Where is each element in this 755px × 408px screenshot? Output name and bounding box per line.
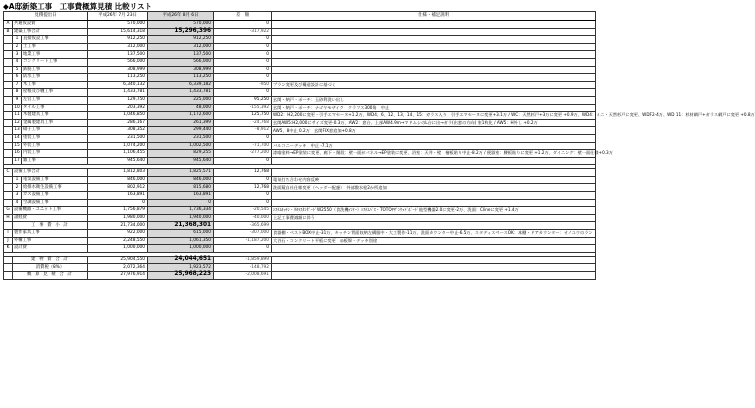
row-note: WD2：H2,200に変更・引手エマセーヌ+1.2万、WD4、6、12、13、14、15：ガラス入り 引手エマセーヌに変更+3.1万 / WC：天然杉戸+3万に変更 +0.9万、WD4：ミニ・天然杉戸に変更、WDF2-4万、WD 11：杉材網戸+ガラス網戸に変更 +0.8万 (273, 112, 755, 118)
row-label: 屋根及び樋工事 (22, 89, 88, 97)
value-date2: 163,891 (148, 192, 214, 200)
table-row (4, 28, 596, 36)
value-date2: 24,044,651 (148, 256, 214, 264)
value-date2: 225,000 (148, 96, 214, 104)
header-notes: 仕様・補足説明 (272, 12, 596, 21)
value-date1: 922,000 (88, 230, 148, 238)
row-code: K (4, 245, 13, 253)
value-date1: 945,640 (88, 157, 148, 165)
row-number: 12 (14, 119, 20, 125)
table-row (4, 89, 596, 97)
row-note (272, 134, 596, 142)
row-note (272, 58, 596, 66)
value-date2: 308,999 (148, 66, 214, 74)
row-code (4, 58, 13, 66)
value-diff: 0 (214, 58, 272, 66)
row-note: プラン変更及び構造設計に基づく (272, 81, 596, 89)
value-date2: 0 (148, 199, 214, 207)
value-date1: 25,904,550 (88, 256, 148, 264)
row-code (4, 81, 13, 89)
value-diff: 0 (214, 89, 272, 97)
value-date2: 21,368,301 (148, 222, 214, 230)
row-label: 内装工事 (22, 150, 88, 158)
row-label: 建築工事合計 (13, 28, 88, 36)
table-row (4, 81, 596, 89)
row-code (4, 89, 13, 97)
table-body (4, 21, 755, 280)
value-date1: 203,392 (88, 104, 148, 112)
value-date2: 1,002,500 (148, 142, 214, 150)
value-diff: -155,392 (214, 104, 272, 112)
value-date1: 231,500 (88, 134, 148, 142)
value-date1: 312,000 (88, 43, 148, 51)
value-date2: 945,640 (148, 157, 214, 165)
row-code (4, 134, 13, 142)
table-row (4, 256, 596, 264)
row-note (272, 222, 596, 230)
row-code (4, 272, 13, 280)
value-diff: 0 (214, 74, 272, 82)
value-date1: 1,756,879 (88, 207, 148, 215)
row-label: 塗装工事 (22, 134, 88, 142)
value-diff: 0 (214, 43, 272, 51)
row-code (4, 142, 13, 150)
value-diff: 0 (214, 66, 272, 74)
row-number: 4 (13, 58, 22, 66)
row-number: 6 (13, 74, 22, 82)
value-diff: 0 (214, 134, 272, 142)
row-note: 洗面鏡自社仕様変更（ヘッダー配慮） 外部散水栓2か所追加 (272, 184, 596, 192)
row-note (272, 28, 596, 36)
row-note: 上記工事費減額に伴う (272, 214, 596, 222)
row-note (272, 89, 596, 97)
estimate-comparison-table (3, 11, 755, 280)
row-number: 17 (14, 157, 20, 163)
value-date1: 163,891 (88, 192, 148, 200)
row-number: 15 (14, 142, 20, 148)
value-diff: -1,187,200 (214, 237, 272, 245)
row-label: 設備機器・ユニット工事 (13, 207, 88, 215)
value-date2: 815,680 (148, 184, 214, 192)
row-note (272, 21, 596, 29)
row-label: 鉄筋工事 (22, 66, 88, 74)
table-row (4, 134, 596, 142)
value-date1: 137,500 (88, 51, 148, 59)
value-date1: 1,433,781 (88, 89, 148, 97)
table-row (4, 214, 596, 222)
value-date1: 1,000,000 (88, 245, 148, 253)
value-diff: -24,768 (214, 119, 272, 127)
row-label: 給排水衛生設備工事 (22, 184, 88, 192)
value-diff: 125,750 (214, 112, 272, 120)
value-date1: 1,046,850 (88, 112, 148, 120)
value-date2: 1,433,781 (148, 89, 214, 97)
value-diff: -40,000 (214, 214, 272, 222)
value-date2: 6,339,182 (148, 81, 214, 89)
value-date2: 829,255 (148, 150, 214, 158)
row-label: 製作家具工事 (13, 230, 88, 238)
value-date1: 912,250 (88, 36, 148, 44)
value-date1: 566,000 (88, 58, 148, 66)
table-row (4, 112, 596, 120)
value-date1: 1,812,803 (88, 169, 148, 177)
table-row (4, 264, 596, 272)
row-code (4, 192, 13, 200)
table-row (4, 272, 596, 280)
value-date2: 137,500 (148, 51, 214, 59)
row-code (4, 66, 13, 74)
row-note (272, 245, 596, 253)
table-row (4, 104, 596, 112)
value-diff: 0 (214, 51, 272, 59)
value-diff: 12,768 (214, 184, 272, 192)
value-date1: 2,248,550 (88, 237, 148, 245)
row-note: バルコニーデッキ 中止 -7.1万 (272, 142, 596, 150)
row-label: 空調設備工事 (22, 199, 88, 207)
row-note (272, 199, 596, 207)
row-number: 2 (13, 184, 22, 192)
row-label: 工 事 費 小 計 (13, 222, 88, 230)
row-note: 玄関AW5:H2,000にサイズ変更-0.3万、AW2：窓台、上部AW4.9m→マドムシのL台に出→ガラ(出窓の方向) 室1枚化 / AW5：H外し +0.2万 (272, 119, 596, 127)
row-code (4, 43, 13, 51)
row-label: 木製建具工事 (22, 112, 88, 120)
table-row (4, 207, 596, 215)
row-code (4, 157, 13, 165)
value-diff: 0 (214, 176, 272, 184)
row-code: H (4, 214, 13, 222)
table-row (4, 169, 596, 177)
row-number: 11 (14, 112, 20, 118)
row-label: 外装工事 (22, 142, 88, 150)
row-note: ｼｽﾃﾑｷｯﾁﾝ・ﾀｶﾗｽﾀﾝﾀﾞｰﾄﾞW2550（食洗機ｲﾝﾅｰ）ｼｽﾃﾑﾊﾞｽ・TOTOｻｻﾞﾝｳｯﾄﾞﾎﾞｰﾄﾞ他型機器2.0に変更-2万、洗面：Clineに変更 +1.4万 (272, 207, 596, 215)
value-date1: 1,106,455 (88, 150, 148, 158)
row-label: 諸経費 (13, 214, 88, 222)
value-date1: 15,614,318 (88, 28, 148, 36)
value-date2: 312,000 (148, 43, 214, 51)
value-date1: 308,999 (88, 66, 148, 74)
row-label: 硝子工事 (22, 127, 88, 135)
header-row (4, 12, 596, 21)
row-label: 雑工事 (22, 157, 88, 165)
header-date1: 平成26年 7月 23日 (88, 12, 148, 21)
value-diff: -365,699 (214, 222, 272, 230)
value-diff: 95,250 (214, 96, 272, 104)
table-row (4, 51, 596, 59)
table-row (4, 142, 596, 150)
row-code (4, 51, 13, 59)
value-diff: 0 (214, 199, 272, 207)
row-label: 土工事 (22, 43, 88, 51)
value-date2: 1,061,350 (148, 237, 214, 245)
row-number: 2 (13, 43, 22, 51)
table-row (4, 230, 596, 238)
row-code (4, 150, 13, 158)
row-note (272, 169, 596, 177)
value-diff: -20,545 (214, 207, 272, 215)
value-diff: -2,008,691 (214, 272, 272, 280)
table-row (4, 58, 596, 66)
value-diff: -317,922 (214, 28, 272, 36)
row-code (4, 176, 13, 184)
value-date2: 615,000 (148, 230, 214, 238)
table-row (4, 96, 596, 104)
row-code (4, 112, 13, 120)
header-date2: 平成26年 8月 6日 (148, 12, 214, 21)
row-label: 電気設備工事 (22, 176, 88, 184)
row-code (4, 222, 13, 230)
value-date2: 113,250 (148, 74, 214, 82)
value-diff: 12,768 (214, 169, 272, 177)
row-code (4, 184, 13, 192)
row-code (4, 74, 13, 82)
value-date2: 1,172,600 (148, 112, 214, 120)
row-code (4, 36, 13, 44)
row-code (4, 119, 13, 127)
row-number: 5 (13, 66, 22, 74)
row-note (272, 36, 596, 44)
table-row (4, 74, 596, 82)
row-label: 設計費 (13, 245, 88, 253)
value-date2: 231,500 (148, 134, 214, 142)
row-note (272, 51, 596, 59)
value-date2: 1,000,000 (148, 245, 214, 253)
row-code: A (4, 21, 13, 29)
value-date1: 308,352 (88, 127, 148, 135)
table-row (4, 176, 596, 184)
table-row (4, 119, 596, 127)
row-number: 16 (14, 150, 20, 156)
row-label: 消費税（8%） (13, 264, 88, 272)
value-date1: 6,340,132 (88, 81, 148, 89)
value-date1: 2,072,364 (88, 264, 148, 272)
table-row (4, 157, 596, 165)
row-code (4, 127, 13, 135)
row-note: 玄関・納戸・ポーチ：玉砂利洗い出し (272, 96, 596, 104)
table-row (4, 222, 596, 230)
row-note: 大谷石・コンクリート平板に変更 ◎板塀・デッキ別途 (272, 237, 596, 245)
row-code (4, 104, 13, 112)
value-diff: 0 (214, 157, 272, 165)
value-diff: -8,912 (214, 127, 272, 135)
value-date1: 113,250 (88, 74, 148, 82)
value-diff: -950 (214, 81, 272, 89)
value-date1: 21,734,000 (88, 222, 148, 230)
row-code: B (4, 28, 13, 36)
value-date2: 1,736,334 (148, 207, 214, 215)
table-row (4, 237, 596, 245)
row-label: 共通仮設費 (13, 21, 88, 29)
row-number: 1 (13, 176, 22, 184)
table-row (4, 199, 596, 207)
table-row (4, 66, 596, 74)
table-row (4, 21, 596, 29)
row-label: タイル工事 (22, 104, 88, 112)
value-diff: -1,859,899 (214, 256, 272, 264)
value-diff: 0 (214, 192, 272, 200)
value-date1: 846,000 (88, 176, 148, 184)
row-code (4, 199, 13, 207)
row-number: 9 (13, 96, 22, 104)
value-date1: 27,976,914 (88, 272, 148, 280)
table-row (4, 36, 596, 44)
value-diff: 0 (214, 21, 272, 29)
value-date2: 1,923,572 (148, 264, 214, 272)
row-note: 電気打ち合わせ内容反映 (272, 176, 596, 184)
value-date1: 802,912 (88, 184, 148, 192)
value-date2: 261,399 (148, 119, 214, 127)
row-code: I (4, 230, 13, 238)
value-date2: 570,000 (148, 21, 214, 29)
value-diff: -148,792 (214, 264, 272, 272)
value-date1: 1,074,200 (88, 142, 148, 150)
row-label: 外構工事 (13, 237, 88, 245)
row-code (4, 96, 13, 104)
row-number: 14 (14, 135, 20, 141)
value-diff: -277,200 (214, 150, 272, 158)
table-row (4, 192, 596, 200)
value-date2: 15,296,396 (148, 28, 214, 36)
row-label: 建 物 費 合 計 (13, 256, 88, 264)
row-note (272, 66, 596, 74)
row-label: 左官工事 (22, 96, 88, 104)
header-diff: 差 額 (214, 12, 272, 21)
row-code (4, 264, 13, 272)
table-row (4, 127, 596, 135)
row-code: C (4, 169, 13, 177)
value-date2: 299,440 (148, 127, 214, 135)
value-date2: 1,825,571 (148, 169, 214, 177)
row-code: J (4, 237, 13, 245)
row-note: AW5、8中止 0.2万 玄関FIX窓追加+0.8万 (272, 127, 596, 135)
row-number: 1 (13, 36, 22, 44)
row-label: 金属製建具工事 (22, 119, 88, 127)
header-item: 見積提出日 (4, 12, 88, 21)
row-note (272, 157, 596, 165)
row-label: コンクリート工事 (22, 58, 88, 66)
row-number: 7 (13, 81, 22, 89)
row-number: 13 (14, 127, 20, 133)
table-row (4, 43, 596, 51)
row-code: G (4, 207, 13, 215)
table-row (4, 184, 596, 192)
value-date1: 570,000 (88, 21, 148, 29)
value-date1: 1,980,000 (88, 214, 148, 222)
value-date2: 48,000 (148, 104, 214, 112)
value-diff: 0 (214, 245, 272, 253)
row-note (272, 256, 596, 264)
value-date1: 0 (88, 199, 148, 207)
row-note (272, 192, 596, 200)
value-date1: 286,167 (88, 119, 148, 127)
table-row (4, 150, 596, 158)
row-label: 設備工事合計 (13, 169, 88, 177)
row-note (272, 272, 596, 280)
value-diff: -307,000 (214, 230, 272, 238)
value-date2: 846,000 (148, 176, 214, 184)
value-date2: 566,000 (148, 58, 214, 66)
row-label: 直接仮設工事 (22, 36, 88, 44)
row-number: 8 (13, 89, 22, 97)
row-number: 4 (13, 199, 22, 207)
value-diff: -71,700 (214, 142, 272, 150)
row-note (272, 74, 596, 82)
row-note (272, 43, 596, 51)
row-note (272, 264, 596, 272)
document-title: ◆A邸新築工事 工事費概算見積 比較リスト (3, 2, 153, 11)
value-date2: 1,940,000 (148, 214, 214, 222)
value-date1: 129,750 (88, 96, 148, 104)
table-row (4, 245, 596, 253)
row-number: 3 (13, 51, 22, 59)
value-diff: 0 (214, 36, 272, 44)
row-code (4, 256, 13, 264)
row-note: 食器棚・ベストBOX中止-31万、キッチン背面収納左構服中・大工製作-11万、洗面カウンター中止-6.5万、スタディスペースOK：本棚・ドアカウンター：オノユウのラン (272, 230, 596, 238)
row-label: 木工事 (22, 81, 88, 89)
row-number: 10 (14, 104, 20, 110)
value-date2: 25,968,223 (148, 272, 214, 280)
row-number: 3 (13, 192, 22, 200)
value-date2: 912,250 (148, 36, 214, 44)
row-note: 漆喰塗料→EP塗装に変更、廊下・階段：壁一面がパネル→EP塗装に変更、浴室：天井・壁 檜板貼り中止-8.2万 / 便器室：腰板貼りに変更 +1.2万、ダイニング：壁一面仕様+0.3万 (273, 150, 613, 156)
row-label: 概 算 見 積 合 計 (13, 272, 88, 280)
row-label: 地業工事 (22, 51, 88, 59)
row-label: ガス設備工事 (22, 192, 88, 200)
row-note: 玄関・納戸・ポーチ：ナゴヤモザイク クラフス300角 中止 (272, 104, 596, 112)
row-label: 防水工事 (22, 74, 88, 82)
